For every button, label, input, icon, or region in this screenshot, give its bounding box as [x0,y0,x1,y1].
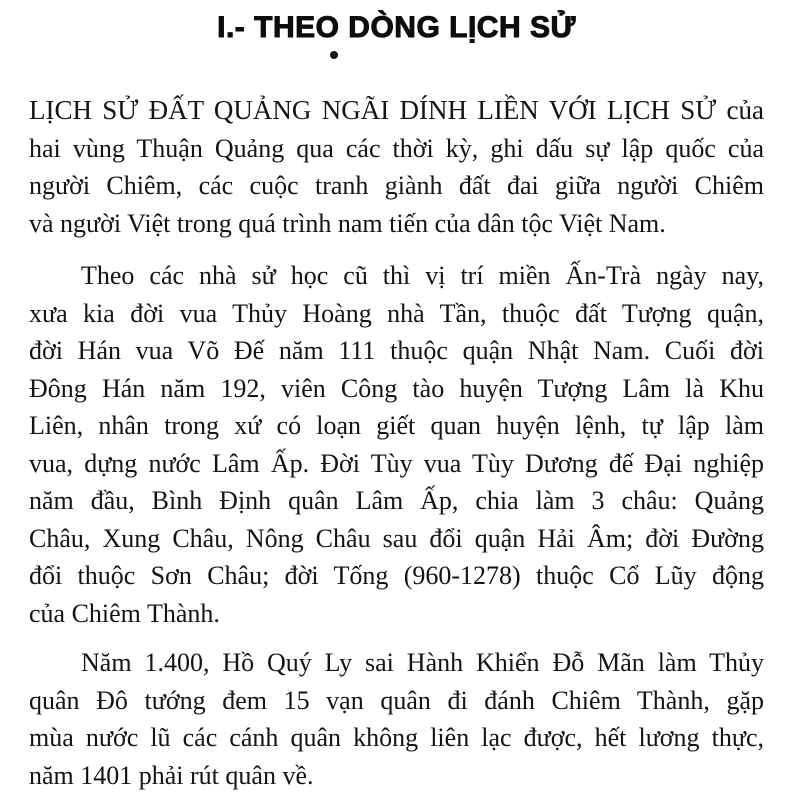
text-line: năm 1401 phải rút quân về. [29,757,764,794]
text-line: xưa kia đời vua Thủy Hoàng nhà Tần, thuộc đất Tượng quận, [29,295,764,333]
paragraph-ho-quy-ly [29,644,764,794]
text-line: vua, dựng nước Lâm Ấp. Đời Tùy vua Tùy Dương đế Đại nghiệp [29,445,764,483]
text-line: người Chiêm, các cuộc tranh giành đất đai giữa người Chiêm [29,167,764,205]
text-line: quân Đô tướng đem 15 vạn quân đi đánh Chiêm Thành, gặp [29,682,764,720]
text-line: hai vùng Thuận Quảng qua các thời kỳ, ghi dấu sự lập quốc của [29,130,764,168]
text-line: Đông Hán năm 192, viên Công tào huyện Tượng Lâm là Khu [29,370,764,408]
paragraph-intro [29,92,764,242]
text-line: đời Hán vua Võ Đế năm 111 thuộc quận Nhật Nam. Cuối đời [29,332,764,370]
title-separator-row [29,46,764,62]
text-line: LỊCH SỬ ĐẤT QUẢNG NGÃI DÍNH LIỀN VỚI LỊCH SỬ của [29,92,764,130]
text-line: Châu, Xung Châu, Nông Châu sau đổi quận Hải Âm; đời Đường [29,520,764,558]
title-separator-dot [330,51,338,59]
text-line: Năm 1.400, Hồ Quý Ly sai Hành Khiển Đỗ Mãn làm Thủy [29,644,764,682]
page-title: I.- THEO DÒNG LỊCH SỬ [29,10,764,46]
paragraph-history [29,257,764,632]
text-line: và người Việt trong quá trình nam tiến của dân tộc Việt Nam. [29,205,764,243]
text-line: của Chiêm Thành. [29,595,764,633]
text-line: mùa nước lũ các cánh quân không liên lạc được, hết lương thực, [29,719,764,757]
text-line: năm đầu, Bình Định quân Lâm Ấp, chia làm 3 châu: Quảng [29,482,764,520]
text-line: đổi thuộc Sơn Châu; đời Tống (960-1278) thuộc Cổ Lũy động [29,557,764,595]
text-line: Liên, nhân trong xứ có loạn giết quan huyện lệnh, tự lập làm [29,407,764,445]
text-line: Theo các nhà sử học cũ thì vị trí miền Ấn-Trà ngày nay, [29,257,764,295]
